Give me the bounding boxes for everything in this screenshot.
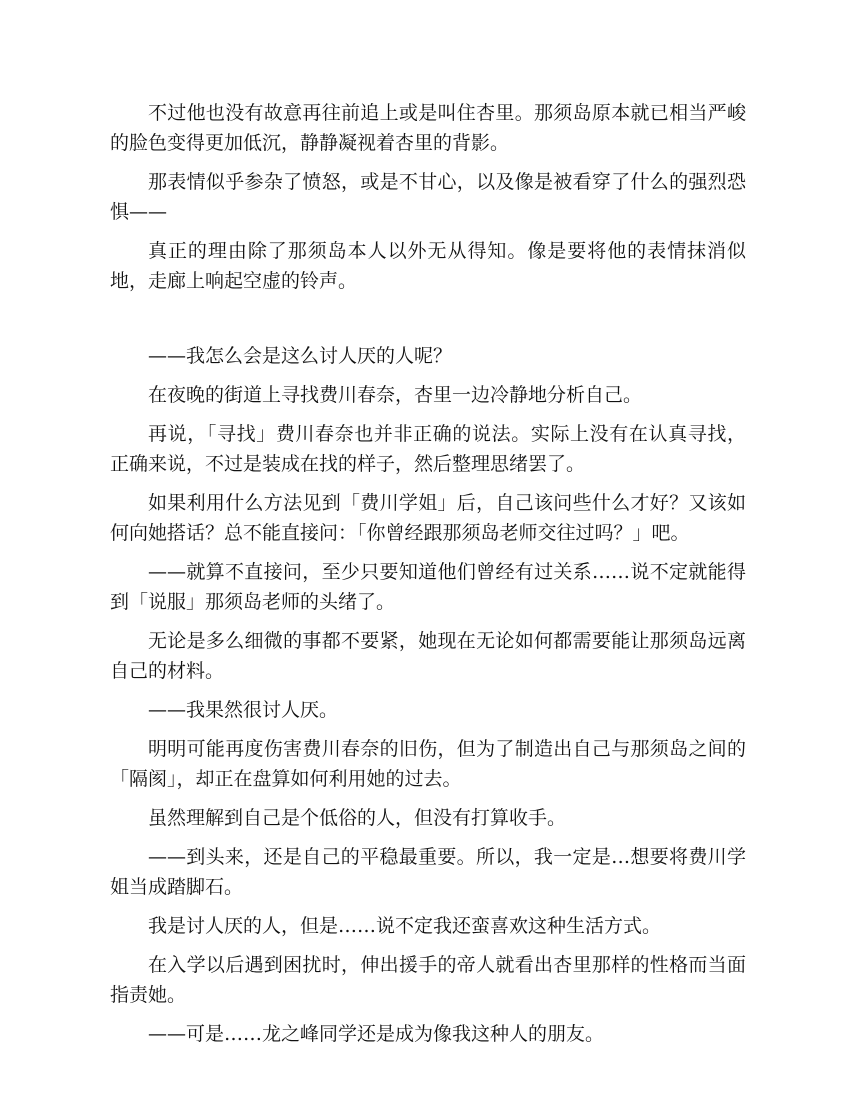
paragraph: 虽然理解到自己是个低俗的人，但没有打算收手。 (148, 807, 567, 829)
paragraph: 在夜晚的街道上寻找费川春奈，杏里一边冷静地分析自己。 (148, 384, 643, 406)
paragraph: 我是讨人厌的人，但是……说不定我还蛮喜欢这种生活方式。 (148, 915, 662, 937)
paragraph: 再说，「寻找」费川春奈也并非正确的说法。实际上没有在认真寻找，正确来说，不过是装成在找的样子，然后整理思绪罢了。 (110, 423, 746, 475)
paragraph: 真正的理由除了那须岛本人以外无从得知。像是要将他的表情抹消似地，走廊上响起空虚的铃声。 (110, 240, 746, 292)
document-page (110, 98, 746, 1058)
paragraph: 不过他也没有故意再往前追上或是叫住杏里。那须岛原本就已相当严峻的脸色变得更加低沉，静静凝视着杏里的背影。 (110, 102, 746, 154)
paragraph: ——到头来，还是自己的平稳最重要。所以，我一定是…想要将费川学姐当成踏脚石。 (110, 846, 746, 898)
paragraph: ——我果然很讨人厌。 (148, 699, 339, 721)
paragraph: 在入学以后遇到困扰时，伸出援手的帝人就看出杏里那样的性格而当面指责她。 (110, 954, 746, 1006)
paragraph: 明明可能再度伤害费川春奈的旧伤，但为了制造出自己与那须岛之间的「隔阂」，却正在盘算如何利用她的过去。 (110, 738, 746, 790)
paragraph: 无论是多么细微的事都不要紧，她现在无论如何都需要能让那须岛远离自己的材料。 (110, 630, 746, 682)
paragraph: ——我怎么会是这么讨人厌的人呢？ (148, 345, 453, 367)
paragraph: ——就算不直接问，至少只要知道他们曾经有过关系……说不定就能得到「说服」那须岛老师的头绪了。 (110, 561, 746, 613)
paragraph: 那表情似乎参杂了愤怒，或是不甘心，以及像是被看穿了什么的强烈恐惧—— (110, 171, 746, 223)
paragraph: 如果利用什么方法见到「费川学姐」后，自己该问些什么才好？又该如何向她搭话？总不能直接问：「你曾经跟那须岛老师交往过吗？」吧。 (110, 492, 746, 544)
paragraph: ——可是……龙之峰同学还是成为像我这种人的朋友。 (148, 1023, 605, 1045)
